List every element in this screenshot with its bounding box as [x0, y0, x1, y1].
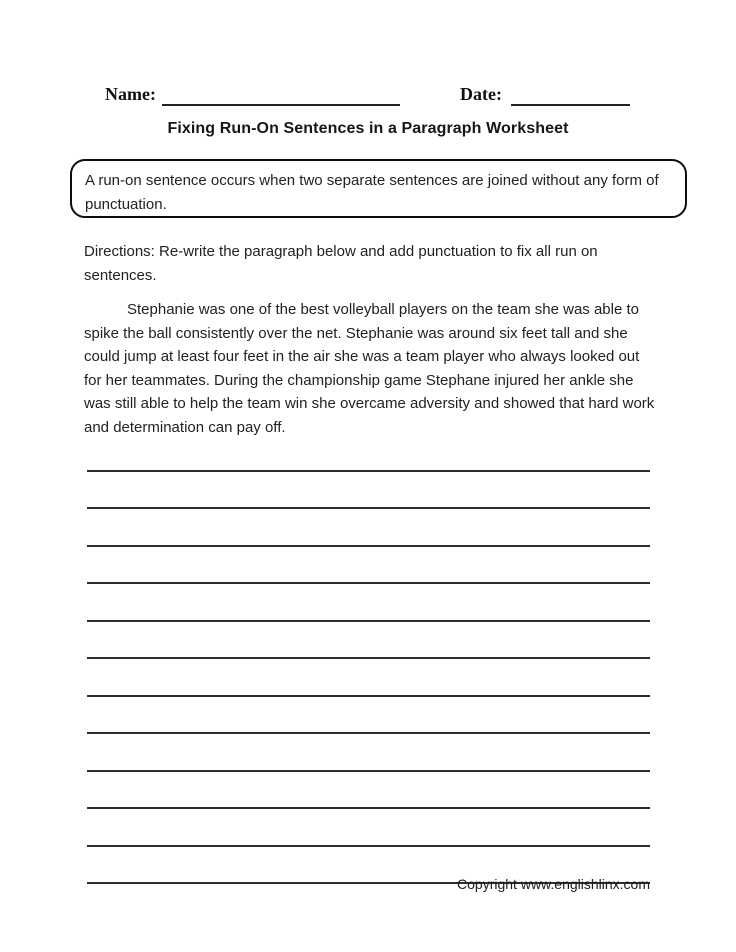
writing-line	[87, 622, 650, 660]
writing-line	[87, 472, 650, 510]
writing-line	[87, 547, 650, 585]
name-label: Name:	[105, 84, 156, 104]
directions-text: Directions: Re-write the paragraph below and add punctuation to fix all run on sentences.	[84, 243, 598, 284]
writing-line	[87, 509, 650, 547]
writing-line	[87, 434, 650, 472]
definition-box	[70, 159, 687, 218]
date-label: Date:	[460, 84, 502, 104]
worksheet-header	[0, 84, 736, 108]
writing-line	[87, 734, 650, 772]
exercise-paragraph: Stephanie was one of the best volleyball players on the team she was able to spike the ball consistently over the net. Stephanie was around six feet tall and she could jump at least four feet in the air she was a team player who always looked out for her teammates. During the championship game Stephane injured her ankle she was still able to help the team win she overcame adversity and showed that hard work and determination can pay off.	[84, 301, 655, 436]
writing-line	[87, 697, 650, 735]
name-field-line	[162, 86, 400, 106]
date-field-line	[511, 86, 630, 106]
writing-line	[87, 772, 650, 810]
definition-text: A run-on sentence occurs when two separate sentences are joined without any form of punctuation.	[85, 172, 659, 213]
writing-lines	[87, 434, 650, 884]
page-title: Fixing Run-On Sentences in a Paragraph Worksheet	[167, 120, 569, 137]
writing-line	[87, 584, 650, 622]
writing-line	[87, 809, 650, 847]
writing-line	[87, 659, 650, 697]
copyright-text: Copyright www.englishlinx.com	[457, 876, 650, 892]
